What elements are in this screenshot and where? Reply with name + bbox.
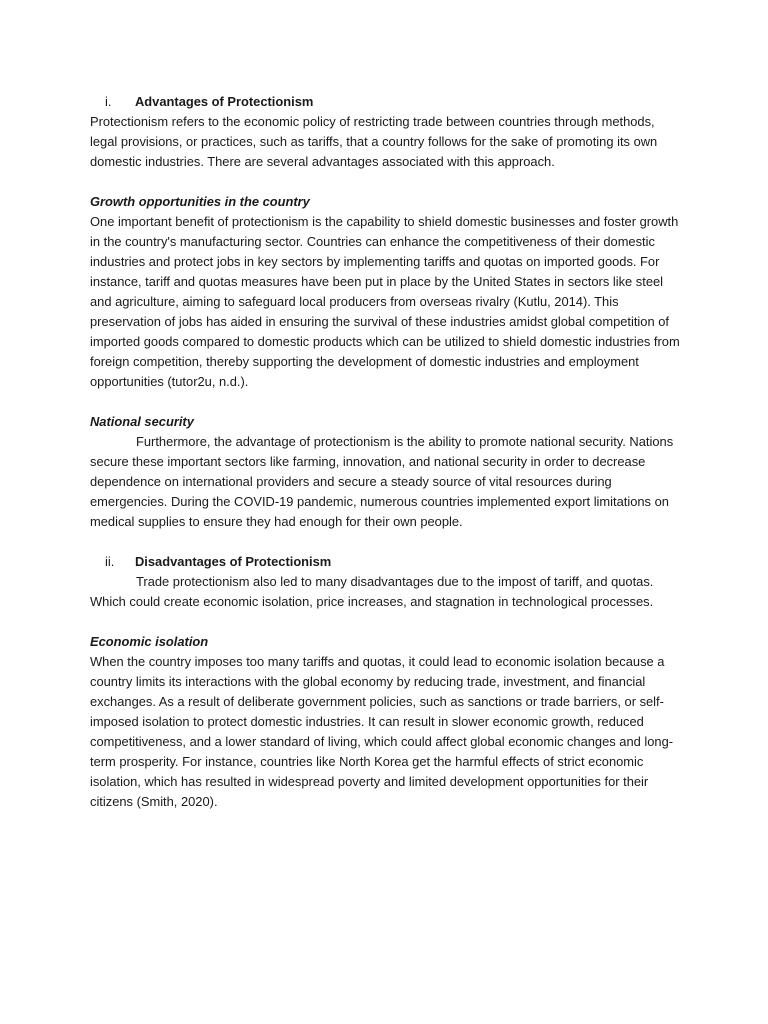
security-paragraph: Furthermore, the advantage of protectionism is the ability to promote national security. Nations secure these important sectors like farming, innovation, and national security in order to decrease dependence on international providers and secure a steady source of vital resources during emergencies. During the COVID-19 pandemic, numerous countries implemented export limitations on medical supplies to ensure they had enough for their own people. xyxy=(90,434,674,529)
advantages-title: Advantages of Protectionism xyxy=(135,94,314,109)
disadvantages-intro: Trade protectionism also led to many disadvantages due to the impost of tariff, and quotas. Which could create economic isolation, price increases, and stagnation in technological processes. xyxy=(90,574,654,609)
growth-paragraph: One important benefit of protectionism is the capability to shield domestic businesses and foster growth in the country's manufacturing sector. Countries can enhance the competitiveness of their domestic industries and protect jobs in key sectors by implementing tariffs and quotas on imported goods. For instance, tariff and quotas measures have been put in place by the United States in sectors like steel and agriculture, aiming to safeguard local producers from overseas rivalry (Kutlu, 2014). This preservation of jobs has aided in ensuring the survival of these industries amidst global competition of imported goods compared to domestic products which can be utilized to shield domestic industries from foreign competition, thereby supporting the development of domestic industries and employment opportunities (tutor2u, n.d.). xyxy=(90,214,680,389)
disadvantages-title: Disadvantages of Protectionism xyxy=(135,554,332,569)
advantages-intro: Protectionism refers to the economic policy of restricting trade between countries through methods, legal provisions, or practices, such as tariffs, that a country follows for the sake of promoting its own domestic industries. There are several advantages associated with this approach. xyxy=(90,114,658,169)
advantages-number: i. xyxy=(105,94,112,109)
security-subheading: National security xyxy=(90,414,194,429)
isolation-paragraph: When the country imposes too many tariffs and quotas, it could lead to economic isolation because a country limits its interactions with the global economy by reducing trade, investment, and financial exchanges. As a result of deliberate government policies, such as sanctions or trade barriers, or self-imposed isolation to protect domestic industries. It can result in slower economic growth, reduced competitiveness, and a lower standard of living, which could affect global economic changes and long-term prosperity. For instance, countries like North Korea get the harmful effects of strict economic isolation, which has resulted in widespread poverty and limited development opportunities for their citizens (Smith, 2020). xyxy=(90,654,674,809)
growth-subheading: Growth opportunities in the country xyxy=(90,194,310,209)
disadvantages-heading xyxy=(90,552,682,572)
isolation-subheading: Economic isolation xyxy=(90,634,209,649)
advantages-heading xyxy=(90,92,682,112)
disadvantages-number: ii. xyxy=(105,554,115,569)
document-page xyxy=(90,92,682,812)
